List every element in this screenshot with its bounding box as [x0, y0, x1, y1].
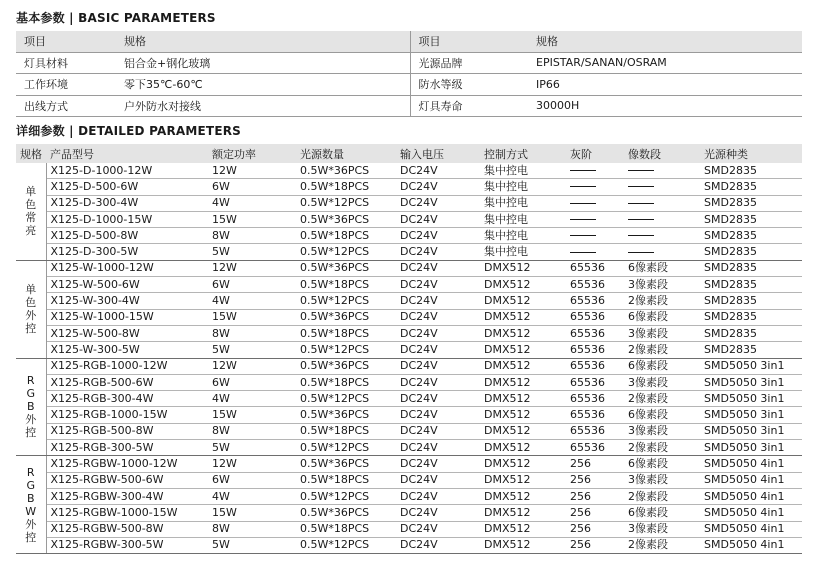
- input-voltage: DC24V: [396, 277, 480, 293]
- led-type: SMD5050 4in1: [700, 456, 802, 472]
- basic-header-spec-2: 规格: [528, 31, 802, 52]
- product-model: X125-RGB-1000-12W: [46, 358, 208, 374]
- basic-row: [16, 52, 802, 74]
- led-quantity: 0.5W*36PCS: [296, 358, 396, 374]
- pixel-segments: [624, 195, 700, 211]
- table-row: [16, 244, 802, 260]
- rated-power: 8W: [208, 228, 296, 244]
- product-model: X125-W-300-5W: [46, 342, 208, 358]
- grayscale: 65536: [566, 309, 624, 325]
- grayscale: 65536: [566, 277, 624, 293]
- rated-power: 6W: [208, 277, 296, 293]
- basic-parameters-title: 基本参数 | BASIC PARAMETERS: [16, 11, 216, 25]
- product-model: X125-RGBW-300-5W: [46, 537, 208, 553]
- control-method: DMX512: [480, 342, 566, 358]
- input-voltage: DC24V: [396, 163, 480, 179]
- led-type: SMD5050 4in1: [700, 488, 802, 504]
- led-type: SMD2835: [700, 179, 802, 195]
- grayscale: [566, 163, 624, 179]
- control-method: 集中控电: [480, 244, 566, 260]
- basic-key: 出线方式: [16, 95, 116, 117]
- pixel-segments: [624, 228, 700, 244]
- control-method: DMX512: [480, 521, 566, 537]
- product-model: X125-D-300-4W: [46, 195, 208, 211]
- grayscale: 256: [566, 488, 624, 504]
- dash-line: [570, 186, 596, 187]
- grayscale: 256: [566, 537, 624, 553]
- pixel-segments: 6像素段: [624, 260, 700, 276]
- led-quantity: 0.5W*18PCS: [296, 374, 396, 390]
- pixel-segments: 3像素段: [624, 521, 700, 537]
- dash-line: [628, 170, 654, 171]
- col-header-grayscale: 灰阶: [566, 144, 624, 163]
- input-voltage: DC24V: [396, 488, 480, 504]
- grayscale: [566, 211, 624, 227]
- pixel-segments: [624, 244, 700, 260]
- product-model: X125-RGB-1000-15W: [46, 407, 208, 423]
- table-row: [16, 325, 802, 341]
- input-voltage: DC24V: [396, 407, 480, 423]
- led-type: SMD5050 3in1: [700, 423, 802, 439]
- basic-parameters-table: [16, 31, 802, 117]
- led-quantity: 0.5W*12PCS: [296, 342, 396, 358]
- dash-line: [628, 186, 654, 187]
- rated-power: 4W: [208, 391, 296, 407]
- product-model: X125-W-1000-15W: [46, 309, 208, 325]
- input-voltage: DC24V: [396, 423, 480, 439]
- led-quantity: 0.5W*12PCS: [296, 440, 396, 456]
- col-header-led-type: 光源种类: [700, 144, 802, 163]
- dash-line: [570, 252, 596, 253]
- led-quantity: 0.5W*18PCS: [296, 179, 396, 195]
- pixel-segments: 3像素段: [624, 374, 700, 390]
- rated-power: 8W: [208, 423, 296, 439]
- pixel-segments: 2像素段: [624, 293, 700, 309]
- basic-row: [16, 95, 802, 117]
- rated-power: 15W: [208, 407, 296, 423]
- rated-power: 6W: [208, 472, 296, 488]
- pixel-segments: [624, 211, 700, 227]
- pixel-segments: 2像素段: [624, 440, 700, 456]
- led-type: SMD2835: [700, 260, 802, 276]
- grayscale: 256: [566, 456, 624, 472]
- rated-power: 8W: [208, 325, 296, 341]
- table-row: [16, 440, 802, 456]
- control-method: DMX512: [480, 472, 566, 488]
- table-row: [16, 391, 802, 407]
- col-header-model: 产品型号: [46, 144, 208, 163]
- pixel-segments: 3像素段: [624, 423, 700, 439]
- control-method: DMX512: [480, 325, 566, 341]
- input-voltage: DC24V: [396, 244, 480, 260]
- basic-value: 铝合金+钢化玻璃: [116, 52, 410, 74]
- input-voltage: DC24V: [396, 325, 480, 341]
- led-quantity: 0.5W*12PCS: [296, 244, 396, 260]
- dash-line: [628, 219, 654, 220]
- grayscale: 256: [566, 472, 624, 488]
- rated-power: 6W: [208, 179, 296, 195]
- control-method: DMX512: [480, 260, 566, 276]
- control-method: DMX512: [480, 358, 566, 374]
- rated-power: 12W: [208, 456, 296, 472]
- led-quantity: 0.5W*12PCS: [296, 195, 396, 211]
- pixel-segments: 3像素段: [624, 277, 700, 293]
- product-model: X125-RGBW-1000-15W: [46, 505, 208, 521]
- led-type: SMD2835: [700, 293, 802, 309]
- pixel-segments: 6像素段: [624, 309, 700, 325]
- basic-value: IP66: [528, 74, 802, 96]
- grayscale: 65536: [566, 374, 624, 390]
- rated-power: 12W: [208, 260, 296, 276]
- rated-power: 15W: [208, 309, 296, 325]
- product-model: X125-D-1000-12W: [46, 163, 208, 179]
- group-label-cell: [16, 456, 46, 554]
- rated-power: 15W: [208, 505, 296, 521]
- grayscale: 65536: [566, 440, 624, 456]
- rated-power: 4W: [208, 195, 296, 211]
- led-quantity: 0.5W*36PCS: [296, 211, 396, 227]
- led-quantity: 0.5W*18PCS: [296, 277, 396, 293]
- led-type: SMD5050 4in1: [700, 537, 802, 553]
- product-model: X125-RGB-300-4W: [46, 391, 208, 407]
- led-quantity: 0.5W*12PCS: [296, 488, 396, 504]
- grayscale: 65536: [566, 342, 624, 358]
- basic-row: [16, 74, 802, 96]
- table-row: [16, 521, 802, 537]
- pixel-segments: 2像素段: [624, 537, 700, 553]
- basic-key: 防水等级: [410, 74, 528, 96]
- led-quantity: 0.5W*12PCS: [296, 391, 396, 407]
- group-label-cell: [16, 163, 46, 260]
- control-method: 集中控电: [480, 195, 566, 211]
- table-row: [16, 179, 802, 195]
- table-row: [16, 488, 802, 504]
- grayscale: 65536: [566, 260, 624, 276]
- grayscale: [566, 228, 624, 244]
- table-row: [16, 407, 802, 423]
- input-voltage: DC24V: [396, 260, 480, 276]
- led-quantity: 0.5W*36PCS: [296, 456, 396, 472]
- input-voltage: DC24V: [396, 440, 480, 456]
- control-method: DMX512: [480, 488, 566, 504]
- rated-power: 6W: [208, 374, 296, 390]
- table-row: [16, 163, 802, 179]
- detailed-parameters-table: [16, 144, 802, 554]
- led-type: SMD2835: [700, 342, 802, 358]
- rated-power: 4W: [208, 293, 296, 309]
- input-voltage: DC24V: [396, 537, 480, 553]
- led-quantity: 0.5W*18PCS: [296, 472, 396, 488]
- table-row: [16, 358, 802, 374]
- pixel-segments: 2像素段: [624, 391, 700, 407]
- rated-power: 12W: [208, 358, 296, 374]
- input-voltage: DC24V: [396, 195, 480, 211]
- led-quantity: 0.5W*36PCS: [296, 407, 396, 423]
- input-voltage: DC24V: [396, 358, 480, 374]
- basic-key: 灯具材料: [16, 52, 116, 74]
- pixel-segments: 6像素段: [624, 407, 700, 423]
- rated-power: 4W: [208, 488, 296, 504]
- input-voltage: DC24V: [396, 179, 480, 195]
- product-model: X125-RGBW-300-4W: [46, 488, 208, 504]
- grayscale: [566, 179, 624, 195]
- product-model: X125-RGB-500-6W: [46, 374, 208, 390]
- product-model: X125-D-500-6W: [46, 179, 208, 195]
- pixel-segments: 6像素段: [624, 456, 700, 472]
- group-label-cell: [16, 260, 46, 358]
- product-model: X125-RGBW-1000-12W: [46, 456, 208, 472]
- input-voltage: DC24V: [396, 374, 480, 390]
- control-method: DMX512: [480, 374, 566, 390]
- basic-header-item: 项目: [16, 31, 116, 52]
- led-type: SMD2835: [700, 244, 802, 260]
- grayscale: [566, 244, 624, 260]
- control-method: DMX512: [480, 456, 566, 472]
- col-header-pixels: 像数段: [624, 144, 700, 163]
- led-quantity: 0.5W*18PCS: [296, 325, 396, 341]
- control-method: 集中控电: [480, 211, 566, 227]
- group-label: RGB外控: [25, 374, 37, 440]
- col-header-voltage: 输入电压: [396, 144, 480, 163]
- group-label: 单色外控: [25, 283, 37, 336]
- basic-value: 30000H: [528, 95, 802, 117]
- led-quantity: 0.5W*12PCS: [296, 537, 396, 553]
- product-model: X125-RGBW-500-8W: [46, 521, 208, 537]
- table-row: [16, 277, 802, 293]
- pixel-segments: 2像素段: [624, 488, 700, 504]
- detailed-parameters-title: 详细参数 | DETAILED PARAMETERS: [16, 124, 241, 138]
- rated-power: 5W: [208, 537, 296, 553]
- led-type: SMD2835: [700, 325, 802, 341]
- pixel-segments: 2像素段: [624, 342, 700, 358]
- dash-line: [570, 170, 596, 171]
- led-type: SMD2835: [700, 211, 802, 227]
- col-header-control: 控制方式: [480, 144, 566, 163]
- led-type: SMD2835: [700, 309, 802, 325]
- control-method: DMX512: [480, 505, 566, 521]
- led-type: SMD5050 3in1: [700, 407, 802, 423]
- control-method: DMX512: [480, 309, 566, 325]
- dash-line: [570, 219, 596, 220]
- product-model: X125-W-300-4W: [46, 293, 208, 309]
- basic-header-item-2: 项目: [410, 31, 528, 52]
- led-type: SMD5050 4in1: [700, 472, 802, 488]
- control-method: 集中控电: [480, 163, 566, 179]
- grayscale: 65536: [566, 407, 624, 423]
- dash-line: [628, 203, 654, 204]
- basic-value: 户外防水对接线: [116, 95, 410, 117]
- control-method: 集中控电: [480, 228, 566, 244]
- input-voltage: DC24V: [396, 521, 480, 537]
- grayscale: 65536: [566, 293, 624, 309]
- dash-line: [570, 203, 596, 204]
- pixel-segments: 3像素段: [624, 325, 700, 341]
- led-quantity: 0.5W*36PCS: [296, 505, 396, 521]
- control-method: DMX512: [480, 391, 566, 407]
- table-row: [16, 472, 802, 488]
- control-method: DMX512: [480, 537, 566, 553]
- table-row: [16, 309, 802, 325]
- product-model: X125-D-300-5W: [46, 244, 208, 260]
- table-row: [16, 342, 802, 358]
- table-row: [16, 374, 802, 390]
- product-model: X125-RGB-500-8W: [46, 423, 208, 439]
- led-quantity: 0.5W*36PCS: [296, 309, 396, 325]
- grayscale: 65536: [566, 423, 624, 439]
- grayscale: 256: [566, 505, 624, 521]
- product-model: X125-W-500-6W: [46, 277, 208, 293]
- dash-line: [628, 252, 654, 253]
- led-type: SMD5050 3in1: [700, 358, 802, 374]
- col-header-spec: 规格: [16, 144, 46, 163]
- rated-power: 8W: [208, 521, 296, 537]
- led-type: SMD5050 3in1: [700, 391, 802, 407]
- table-row: [16, 293, 802, 309]
- product-model: X125-W-500-8W: [46, 325, 208, 341]
- basic-key: 光源品牌: [410, 52, 528, 74]
- led-quantity: 0.5W*18PCS: [296, 423, 396, 439]
- pixel-segments: [624, 163, 700, 179]
- control-method: DMX512: [480, 440, 566, 456]
- product-model: X125-RGB-300-5W: [46, 440, 208, 456]
- led-type: SMD2835: [700, 195, 802, 211]
- rated-power: 5W: [208, 342, 296, 358]
- table-row: [16, 423, 802, 439]
- led-quantity: 0.5W*36PCS: [296, 163, 396, 179]
- led-type: SMD5050 4in1: [700, 505, 802, 521]
- group-label-cell: [16, 358, 46, 456]
- group-label: RGBW外控: [25, 465, 37, 544]
- basic-key: 工作环境: [16, 74, 116, 96]
- product-model: X125-W-1000-12W: [46, 260, 208, 276]
- led-type: SMD2835: [700, 228, 802, 244]
- rated-power: 15W: [208, 211, 296, 227]
- basic-header-row: [16, 31, 802, 52]
- table-row: [16, 505, 802, 521]
- table-row: [16, 456, 802, 472]
- rated-power: 5W: [208, 244, 296, 260]
- input-voltage: DC24V: [396, 211, 480, 227]
- basic-value: 零下35℃-60℃: [116, 74, 410, 96]
- input-voltage: DC24V: [396, 293, 480, 309]
- col-header-power: 额定功率: [208, 144, 296, 163]
- input-voltage: DC24V: [396, 228, 480, 244]
- table-row: [16, 537, 802, 553]
- led-quantity: 0.5W*18PCS: [296, 521, 396, 537]
- basic-key: 灯具寿命: [410, 95, 528, 117]
- led-quantity: 0.5W*12PCS: [296, 293, 396, 309]
- grayscale: [566, 195, 624, 211]
- table-row: [16, 260, 802, 276]
- rated-power: 12W: [208, 163, 296, 179]
- led-type: SMD2835: [700, 277, 802, 293]
- table-row: [16, 195, 802, 211]
- table-row: [16, 211, 802, 227]
- led-type: SMD5050 3in1: [700, 440, 802, 456]
- pixel-segments: 6像素段: [624, 358, 700, 374]
- product-model: X125-D-1000-15W: [46, 211, 208, 227]
- pixel-segments: 3像素段: [624, 472, 700, 488]
- input-voltage: DC24V: [396, 505, 480, 521]
- led-type: SMD5050 3in1: [700, 374, 802, 390]
- grayscale: 256: [566, 521, 624, 537]
- input-voltage: DC24V: [396, 456, 480, 472]
- led-type: SMD2835: [700, 163, 802, 179]
- control-method: DMX512: [480, 423, 566, 439]
- led-type: SMD5050 4in1: [700, 521, 802, 537]
- pixel-segments: [624, 179, 700, 195]
- grayscale: 65536: [566, 391, 624, 407]
- basic-value: EPISTAR/SANAN/OSRAM: [528, 52, 802, 74]
- control-method: 集中控电: [480, 179, 566, 195]
- led-quantity: 0.5W*18PCS: [296, 228, 396, 244]
- rated-power: 5W: [208, 440, 296, 456]
- control-method: DMX512: [480, 293, 566, 309]
- input-voltage: DC24V: [396, 309, 480, 325]
- grayscale: 65536: [566, 325, 624, 341]
- control-method: DMX512: [480, 277, 566, 293]
- col-header-led-qty: 光源数量: [296, 144, 396, 163]
- input-voltage: DC24V: [396, 472, 480, 488]
- input-voltage: DC24V: [396, 342, 480, 358]
- pixel-segments: 6像素段: [624, 505, 700, 521]
- detail-header-row: [16, 144, 802, 163]
- led-quantity: 0.5W*36PCS: [296, 260, 396, 276]
- grayscale: 65536: [566, 358, 624, 374]
- product-model: X125-RGBW-500-6W: [46, 472, 208, 488]
- input-voltage: DC24V: [396, 391, 480, 407]
- product-model: X125-D-500-8W: [46, 228, 208, 244]
- control-method: DMX512: [480, 407, 566, 423]
- basic-header-spec: 规格: [116, 31, 410, 52]
- group-label: 单色常亮: [25, 185, 37, 238]
- dash-line: [570, 235, 596, 236]
- dash-line: [628, 235, 654, 236]
- table-row: [16, 228, 802, 244]
